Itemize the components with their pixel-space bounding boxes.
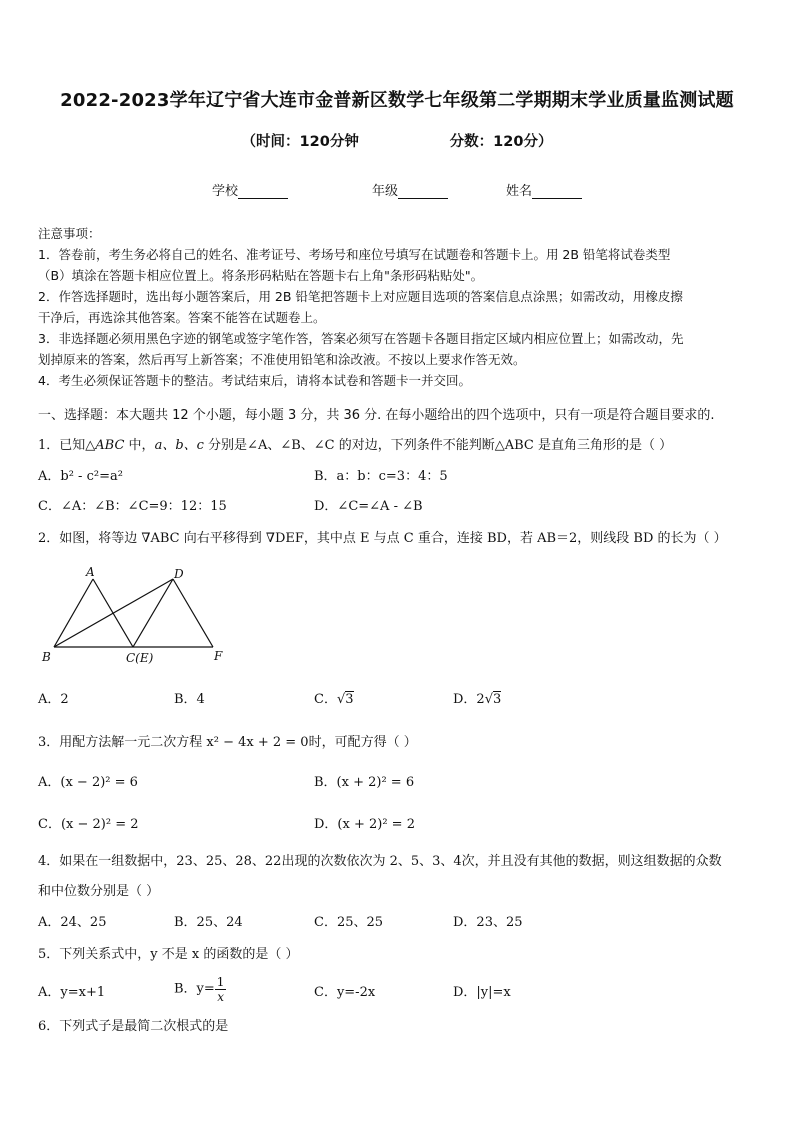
- exam-time-score: （时间：120分钟 分数：120分）: [241, 134, 553, 150]
- grade-label: 年级: [372, 184, 399, 199]
- label-f: F: [214, 649, 223, 663]
- q2-option-c[interactable]: [314, 690, 354, 710]
- q1-option-d[interactable]: D．∠C=∠A - ∠B: [314, 499, 423, 514]
- question-5-stem: 5．下列关系式中，y 不是 x 的函数的是（ ）: [38, 947, 299, 962]
- notes-line: 3．非选择题必须用黑色字迹的钢笔或签字笔作答，答案必须写在答题卡各题目指定区域内相应位置上；如需改动，先: [38, 331, 684, 346]
- section-heading: 一、选择题：本大题共 12 个小题，每小题 3 分，共 36 分. 在每小题给出的四个选项中，只有一项是符合题目要求的.: [38, 408, 715, 423]
- exam-notes: [38, 223, 758, 391]
- name-field[interactable]: [506, 180, 582, 199]
- q1-option-b[interactable]: B．a：b：c=3：4：5: [314, 469, 448, 484]
- segment-ab: [54, 579, 93, 647]
- notes-line: （B）填涂在答题卡相应位置上。将条形码粘贴在答题卡右上角"条形码粘贴处"。: [38, 268, 484, 283]
- question-1-stem: [38, 436, 758, 456]
- q3-option-a[interactable]: A．(x − 2)² = 6: [38, 775, 138, 790]
- q1-option-c[interactable]: C．∠A：∠B：∠C=9：12：15: [38, 499, 227, 514]
- q5-option-c[interactable]: C．y=-2x: [314, 985, 376, 1000]
- question-2-stem: 2．如图，将等边 ∇ABC 向右平移得到 ∇DEF，其中点 E 与点 C 重合，连接 BD，若 AB＝2，则线段 BD 的长为（ ）: [38, 531, 727, 546]
- q4-option-a[interactable]: A．24、25: [38, 915, 107, 930]
- q1-stem-part: 中，: [124, 438, 155, 453]
- triangle-translation-figure: [38, 562, 238, 672]
- q5-option-b-label: B．y=: [174, 981, 215, 997]
- exam-title: 2022-2023学年辽宁省大连市金普新区数学七年级第二学期期末学业质量监测试题: [60, 90, 734, 111]
- q2-option-d-radicand: 3: [493, 692, 502, 707]
- q1-stem-part: 1．已知△: [38, 438, 96, 453]
- name-blank[interactable]: [532, 185, 582, 199]
- name-label: 姓名: [506, 184, 533, 199]
- q1-stem-part: ABC: [95, 438, 125, 453]
- q3-option-b[interactable]: B．(x + 2)² = 6: [314, 775, 415, 790]
- q5-option-a[interactable]: A．y=x+1: [38, 985, 106, 1000]
- q1-option-a[interactable]: A．b² - c²=a²: [38, 469, 123, 484]
- question-6-stem: 6．下列式子是最简二次根式的是: [38, 1019, 229, 1034]
- q2-option-b[interactable]: B．4: [174, 692, 205, 707]
- notes-heading: 注意事项：: [38, 226, 101, 241]
- q3-option-c[interactable]: C．(x − 2)² = 2: [38, 817, 139, 832]
- fraction-numerator: 1: [216, 975, 225, 989]
- label-d: D: [174, 567, 184, 581]
- sqrt-symbol: √: [484, 692, 493, 707]
- notes-line: 2．作答选择题时，选出每小题答案后，用 2B 铅笔把答题卡上对应题目选项的答案信息点涂黑；如需改动，用橡皮擦: [38, 289, 683, 304]
- question-4-stem-line2: 和中位数分别是（ ）: [38, 884, 160, 899]
- notes-line: 干净后，再选涂其他答案。答案不能答在试题卷上。: [38, 310, 326, 325]
- notes-line: 4．考生必须保证答题卡的整洁。考试结束后，请将本试卷和答题卡一并交回。: [38, 373, 471, 388]
- q5-option-b[interactable]: [174, 975, 226, 1004]
- q4-option-c[interactable]: C．25、25: [314, 915, 384, 930]
- q2-option-c-radicand: 3: [345, 692, 354, 707]
- q2-option-d[interactable]: [453, 690, 501, 710]
- q2-option-d-label: D．2: [453, 692, 485, 707]
- segment-ed: [133, 579, 173, 647]
- school-blank[interactable]: [238, 185, 288, 199]
- grade-blank[interactable]: [398, 185, 448, 199]
- q4-option-d[interactable]: D．23、25: [453, 915, 523, 930]
- fraction: [215, 975, 227, 1004]
- q1-stem-part: a、b、c: [154, 438, 204, 453]
- q3-option-d[interactable]: D．(x + 2)² = 2: [314, 817, 415, 832]
- notes-line: 1．答卷前，考生务必将自己的姓名、准考证号、考场号和座位号填写在试题卷和答题卡上。用 2B 铅笔将试卷类型: [38, 247, 671, 262]
- school-label: 学校: [212, 184, 239, 199]
- segment-df: [173, 579, 213, 647]
- q5-option-d[interactable]: D．|y|=x: [453, 985, 511, 1000]
- q2-option-c-label: C．: [314, 692, 337, 707]
- fraction-denominator: x: [217, 990, 224, 1004]
- segment-bd: [54, 579, 173, 647]
- q4-option-b[interactable]: B．25、24: [174, 915, 243, 930]
- label-ce: C(E): [126, 651, 154, 665]
- sqrt-symbol: √: [336, 692, 346, 707]
- school-field[interactable]: [212, 180, 288, 199]
- grade-field[interactable]: [372, 180, 448, 199]
- question-4-stem-line1: 4．如果在一组数据中，23、25、28、22出现的次数依次为 2、5、3、4次，并且没有其他的数据，则这组数据的众数: [38, 854, 722, 869]
- label-a: A: [86, 565, 95, 579]
- notes-line: 划掉原来的答案，然后再写上新答案；不准使用铅笔和涂改液。不按以上要求作答无效。: [38, 352, 526, 367]
- label-b: B: [42, 650, 51, 664]
- question-3-stem: 3．用配方法解一元二次方程 x² − 4x + 2 = 0时，可配方得（ ）: [38, 735, 417, 750]
- q2-option-a[interactable]: A．2: [38, 692, 69, 707]
- q1-stem-part: 分别是∠A、∠B、∠C 的对边，下列条件不能判断△ABC 是直角三角形的是（ ）: [203, 438, 673, 453]
